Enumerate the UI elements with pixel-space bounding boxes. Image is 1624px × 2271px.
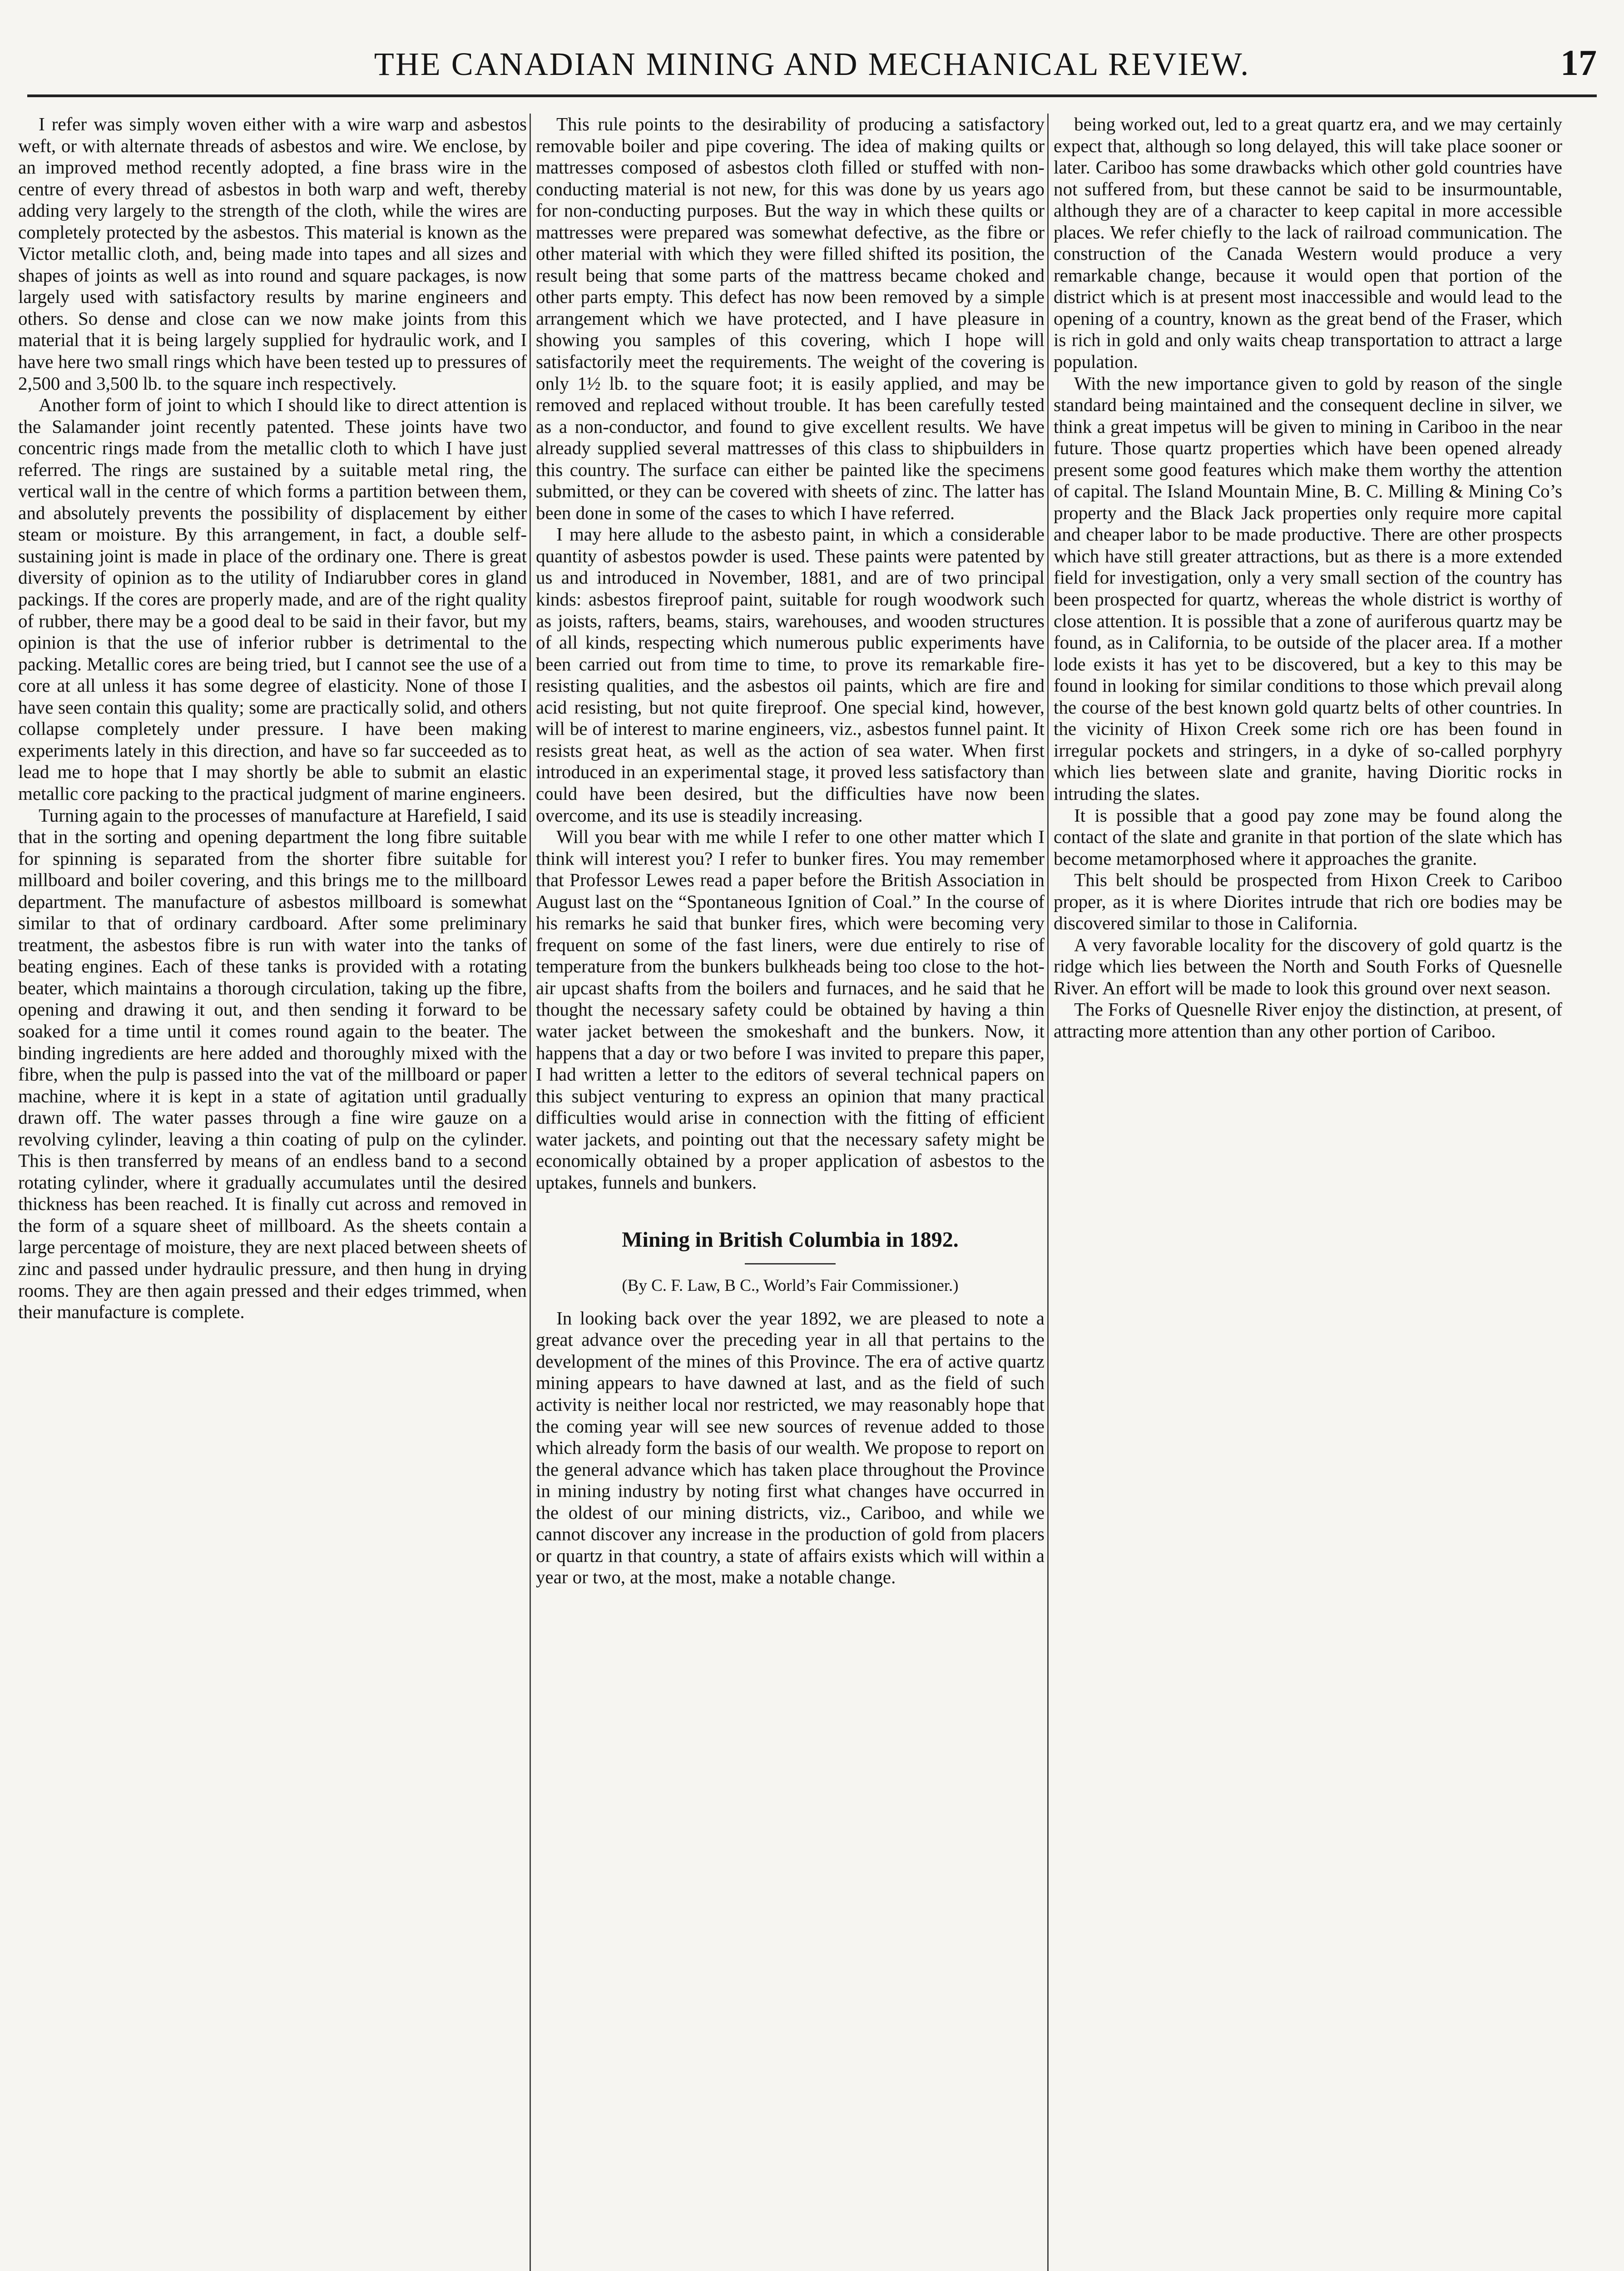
article-byline: (By C. F. Law, B C., World’s Fair Commissioner.) [622, 1276, 959, 1295]
column-divider [530, 114, 531, 2271]
title-rule [745, 1263, 836, 1264]
column-divider [1047, 114, 1049, 2271]
body-paragraph: I refer was simply woven either with a wire warp and asbestos weft, or with alternate threads of asbestos and wire. We enclose, by an improved method recently adopted, a fine brass wire in the centre of every thread of asbestos in both warp and weft, thereby adding very largely to the strength of the cloth, while the wires are completely protected by the asbestos. This material is known as the Victor metallic cloth, and, being made into tapes and all sizes and shapes of joints as well as into round and square packages, is now largely used with satisfactory results by marine engineers and others. So dense and close can we now make joints from this material that it is being largely supplied for hydraulic work, and I have here two small rings which have been tested up to pressures of 2,500 and 3,500 lb. to the square inch respectively. [18, 114, 527, 394]
body-paragraph: Will you bear with me while I refer to one other matter which I think will interest you? I refer to bunker fires. You may remember that Professor Lewes read a paper before the British Association in August last on the “Spontaneous Ignition of Coal.” In the course of his remarks he said that bunker fires, which were becoming very frequent on some of the fast liners, were due entirely to rise of temperature from the bunkers bulkheads being too close to the hot-air upcast shafts from the boilers and furnaces, and he said that he thought the necessary safety could be obtained by having a thin water jacket between the smokeshaft and the bunkers. Now, it happens that a day or two before I was invited to prepare this paper, I had written a letter to the editors of several technical papers on this subject venturing to express an opinion that many practical difficulties would arise in connection with the fitting of efficient water jackets, and pointing out that the necessary safety might be economically obtained by a proper application of asbestos to the uptakes, funnels and bunkers. [536, 826, 1045, 1193]
column-3 [1054, 114, 1562, 2271]
column-1 [18, 114, 527, 2271]
body-paragraph: With the new importance given to gold by reason of the single standard being maintained and the consequent decline in silver, we think a great impetus will be given to mining in Cariboo in the near future. Those quartz properties which have been opened already present some good features which make them worthy the attention of capital. The Island Mountain Mine, B. C. Milling & Mining Co’s property and the Black Jack properties only require more capital and cheaper labor to be made productive. There are other prospects which have still greater attractions, but as there is a more extended field for investigation, only a very small section of the country has been prospected for quartz, whereas the whole district is worthy of close attention. It is possible that a zone of auriferous quartz may be found, as in California, to be outside of the placer area. If a mother lode exists it has yet to be discovered, but a key to this may be found in looking for similar conditions to those which prevail along the course of the best known gold quartz belts of other countries. In the vicinity of Hixon Creek some rich ore has been found in irregular pockets and stringers, in a dyke of so-called porphyry which lies between slate and granite, having Dioritic rocks in intruding the slates. [1054, 372, 1562, 804]
column-2 [536, 114, 1045, 2271]
body-paragraph: This rule points to the desirability of producing a satisfactory removable boiler and pipe covering. The idea of making quilts or mattresses composed of asbestos cloth filled or stuffed with non-conducting material is not new, for this was done by us years ago for non-conducting purposes. But the way in which these quilts or mattresses were prepared was somewhat defective, as the fibre or other material with which they were filled shifted its position, the result being that some parts of the mattress became choked and other parts empty. This defect has now been removed by a simple arrangement which we have protected, and I have pleasure in showing you samples of this covering, which I hope will satisfactorily meet the requirements. The weight of the covering is only 1½ lb. to the square foot; it is easily applied, and may be removed and replaced without trouble. It has been carefully tested as a non-conductor, and found to give excellent results. We have already supplied several mattresses of this class to shipbuilders in this country. The surface can either be painted like the specimens submitted, or they can be covered with sheets of zinc. The latter has been done in some of the cases to which I have referred. [536, 114, 1045, 523]
body-paragraph: Another form of joint to which I should like to direct attention is the Salamander joint recently patented. These joints have two concentric rings made from the metallic cloth to which I have just referred. The rings are sustained by a suitable metal ring, the vertical wall in the centre of which forms a partition between them, and absolutely prevents the possibility of displacement by either steam or moisture. By this arrangement, in fact, a double self-sustaining joint is made in place of the ordinary one. There is great diversity of opinion as to the utility of Indiarubber cores in gland packings. If the cores are properly made, and are of the right quality of rubber, there may be a good deal to be said in their favor, but my opinion is that the use of inferior rubber is detrimental to the packing. Metallic cores are being tried, but I cannot see the use of a core at all unless it has some degree of elasticity. None of those I have seen contain this quality; some are practically solid, and others collapse completely under pressure. I have been making experiments lately in this direction, and have so far succeeded as to lead me to hope that I may shortly be able to submit an elastic metallic core packing to the practical judgment of marine engineers. [18, 394, 527, 804]
page-header [27, 41, 1597, 95]
running-title: THE CANADIAN MINING AND MECHANICAL REVIEW. [374, 46, 1250, 82]
body-paragraph: A very favorable locality for the discovery of gold quartz is the ridge which lies between the North and South Forks of Quesnelle River. An effort will be made to look this ground over next season. [1054, 934, 1562, 998]
body-paragraph: It is possible that a good pay zone may be found along the contact of the slate and granite in that portion of the slate which has become metamorphosed where it approaches the granite. [1054, 804, 1562, 869]
article-title: Mining in British Columbia in 1892. [622, 1228, 959, 1252]
page-number: 17 [1560, 43, 1597, 83]
body-paragraph: I may here allude to the asbesto paint, in which a considerable quantity of asbestos powder is used. These paints were patented by us and introduced in November, 1881, and are of two principal kinds: asbestos fireproof paint, suitable for rough woodwork such as joists, rafters, beams, stairs, warehouses, and wooden structures of all kinds, respecting which numerous public experiments have been carried out from time to time, to prove its remarkable fire-resisting qualities, and the asbestos oil paints, which are fire and acid resisting, but not quite fireproof. One special kind, however, will be of interest to marine engineers, viz., asbestos funnel paint. It resists great heat, as well as the action of sea water. When first introduced in an experimental stage, it proved less satisfactory than could have been desired, but the difficulties have now been overcome, and its use is steadily increasing. [536, 524, 1045, 826]
body-paragraph: This belt should be prospected from Hixon Creek to Cariboo proper, as it is where Diorites intrude that rich ore bodies may be discovered similar to those in California. [1054, 869, 1562, 934]
body-paragraph: The Forks of Quesnelle River enjoy the distinction, at present, of attracting more attention than any other portion of Cariboo. [1054, 999, 1562, 1041]
article-paragraph: In looking back over the year 1892, we are pleased to note a great advance over the preceding year in all that pertains to the development of the mines of this Province. The era of active quartz mining appears to have dawned at last, and as the field of such activity is neither local nor restricted, we may reasonably hope that the coming year will see new sources of revenue added to those which already form the basis of our wealth. We propose to report on the general advance which has taken place throughout the Province in mining industry by noting first what changes have occurred in the oldest of our mining districts, viz., Cariboo, and while we cannot discover any increase in the production of gold from placers or quartz in that country, a state of affairs exists which will within a year or two, at the most, make a notable change. [536, 1307, 1045, 1588]
body-paragraph: Turning again to the processes of manufacture at Harefield, I said that in the sorting and opening department the long fibre suitable for spinning is separated from the shorter fibre suitable for millboard and boiler covering, and this brings me to the millboard department. The manufacture of asbestos millboard is somewhat similar to that of ordinary cardboard. After some preliminary treatment, the asbestos fibre is run with water into the tanks of beating engines. Each of these tanks is provided with a rotating beater, which maintains a thorough circulation, taking up the fibre, opening and drawing it out, and then sending it forward to be soaked for a time until it comes round again to the beater. The binding ingredients are here added and thoroughly mixed with the fibre, when the pulp is passed into the vat of the millboard or paper machine, where it is kept in a state of agitation until gradually drawn off. The water passes through a fine wire gauze on a revolving cylinder, leaving a thin coating of pulp on the cylinder. This is then transferred by means of an endless band to a second rotating cylinder, where it gradually accumulates until the desired thickness has been reached. It is finally cut across and removed in the form of a square sheet of millboard. As the sheets contain a large percentage of moisture, they are next placed between sheets of zinc and passed under hydraulic pressure, and then hung in drying rooms. They are then again pressed and their edges trimmed, when their manufacture is complete. [18, 804, 527, 1323]
body-paragraph: being worked out, led to a great quartz era, and we may certainly expect that, although so long delayed, this will take place sooner or later. Cariboo has some drawbacks which other gold countries have not suffered from, but these cannot be said to be insurmountable, although they are of a character to keep capital in more accessible places. We refer chiefly to the lack of railroad communication. The construction of the Canada Western would produce a very remarkable change, because it would open that portion of the district which is at present most inaccessible and would lead to the opening of a country, known as the great bend of the Fraser, which is rich in gold and only waits cheap transportation to attract a large population. [1054, 114, 1562, 372]
header-rule [27, 94, 1597, 97]
